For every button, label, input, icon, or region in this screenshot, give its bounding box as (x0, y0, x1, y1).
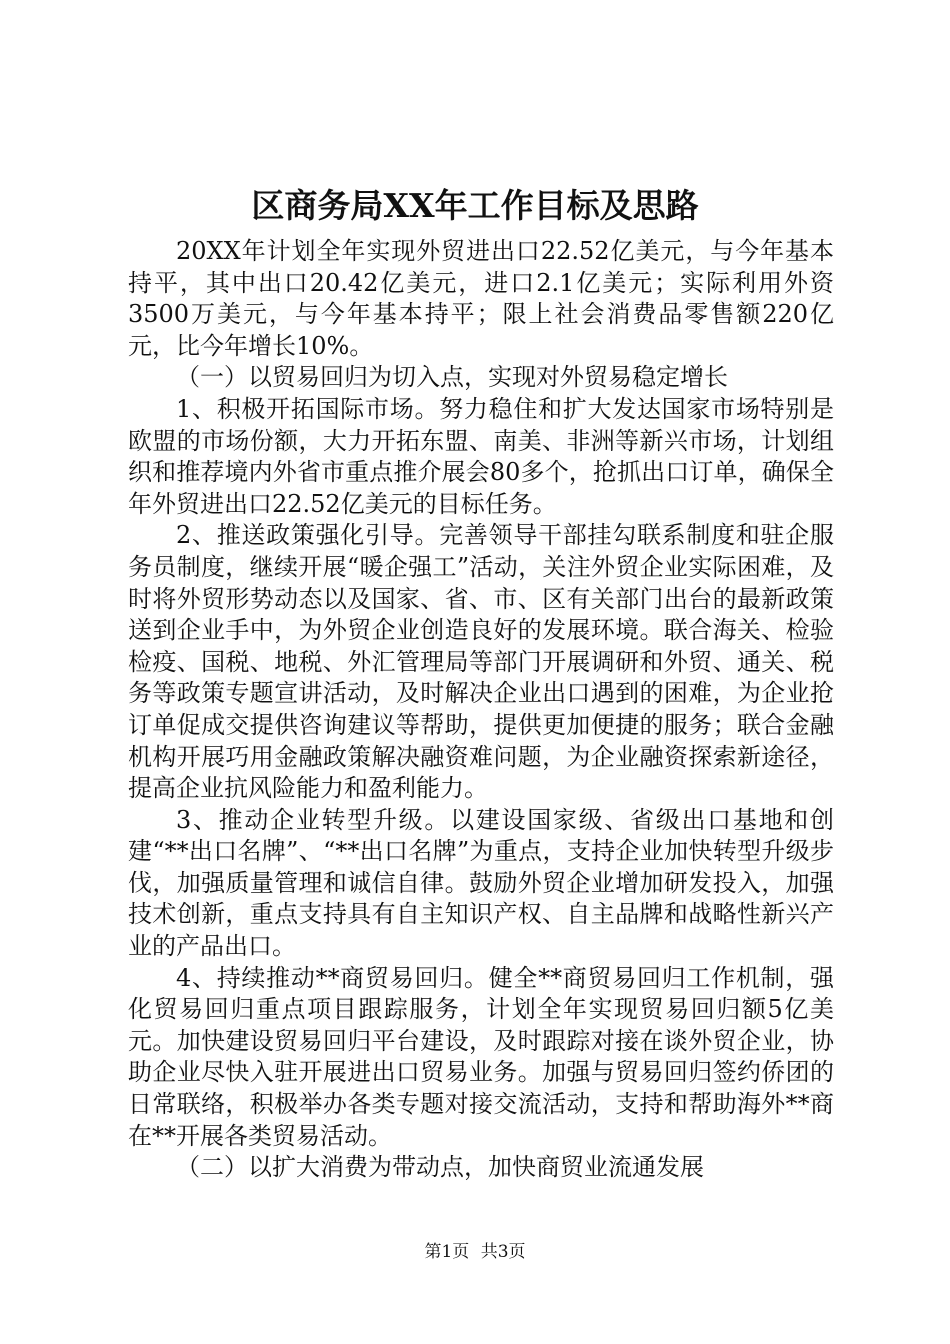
paragraph-intro: 20XX年计划全年实现外贸进出口22.52亿美元，与今年基本持平，其中出口20.42亿美元，进口2.1亿美元；实际利用外资3500万美元，与今年基本持平；限上社会消费品零售额220亿元，比今年增长10%。 (128, 237, 834, 360)
paragraph-item-2: 2、推送政策强化引导。完善领导干部挂勾联系制度和驻企服务员制度，继续开展“暖企强工”活动，关注外贸企业实际困难，及时将外贸形势动态以及国家、省、市、区有关部门出台的最新政策送到企业手中，为外贸企业创造良好的发展环境。联合海关、检验检疫、国税、地税、外汇管理局等部门开展调研和外贸、通关、税务等政策专题宣讲活动，及时解决企业出口遇到的困难，为企业抢订单促成交提供咨询建议等帮助，提供更加便捷的服务；联合金融机构开展巧用金融政策解决融资难问题，为企业融资探索新途径，提高企业抗风险能力和盈利能力。 (128, 521, 834, 803)
paragraph-item-1: 1、积极开拓国际市场。努力稳住和扩大发达国家市场特别是欧盟的市场份额，大力开拓东盟、南美、非洲等新兴市场，计划组织和推荐境内外省市重点推介展会80多个，抢抓出口订单，确保全年外贸进出口22.52亿美元的目标任务。 (128, 394, 834, 518)
section-heading-2: （二）以扩大消费为带动点，加快商贸业流通发展 (176, 1153, 704, 1182)
document-title: 区商务局XX年工作目标及思路 (251, 186, 699, 225)
paragraph-item-3: 3、推动企业转型升级。以建设国家级、省级出口基地和创建“**出口名牌”、“**出口名牌”为重点，支持企业加快转型升级步伐，加强质量管理和诚信自律。鼓励外贸企业增加研发投入，加强技术创新，重点支持具有自主知识产权、自主品牌和战略性新兴产业的产品出口。 (128, 805, 834, 961)
page-total: 共3页 (480, 1242, 526, 1262)
page-number: 第1页 (424, 1242, 470, 1262)
page-footer (0, 1240, 950, 1264)
paragraph-item-4: 4、持续推动**商贸易回归。健全**商贸易回归工作机制，强化贸易回归重点项目跟踪服务，计划全年实现贸易回归额5亿美元。加快建设贸易回归平台建设，及时跟踪对接在谈外贸企业，协助企业尽快入驻开展进出口贸易业务。加强与贸易回归签约侨团的日常联络，积极举办各类专题对接交流活动，支持和帮助海外**商在**开展各类贸易活动。 (128, 963, 834, 1150)
section-heading-1: （一）以贸易回归为切入点，实现对外贸易稳定增长 (176, 363, 728, 392)
document-body (128, 236, 834, 1184)
